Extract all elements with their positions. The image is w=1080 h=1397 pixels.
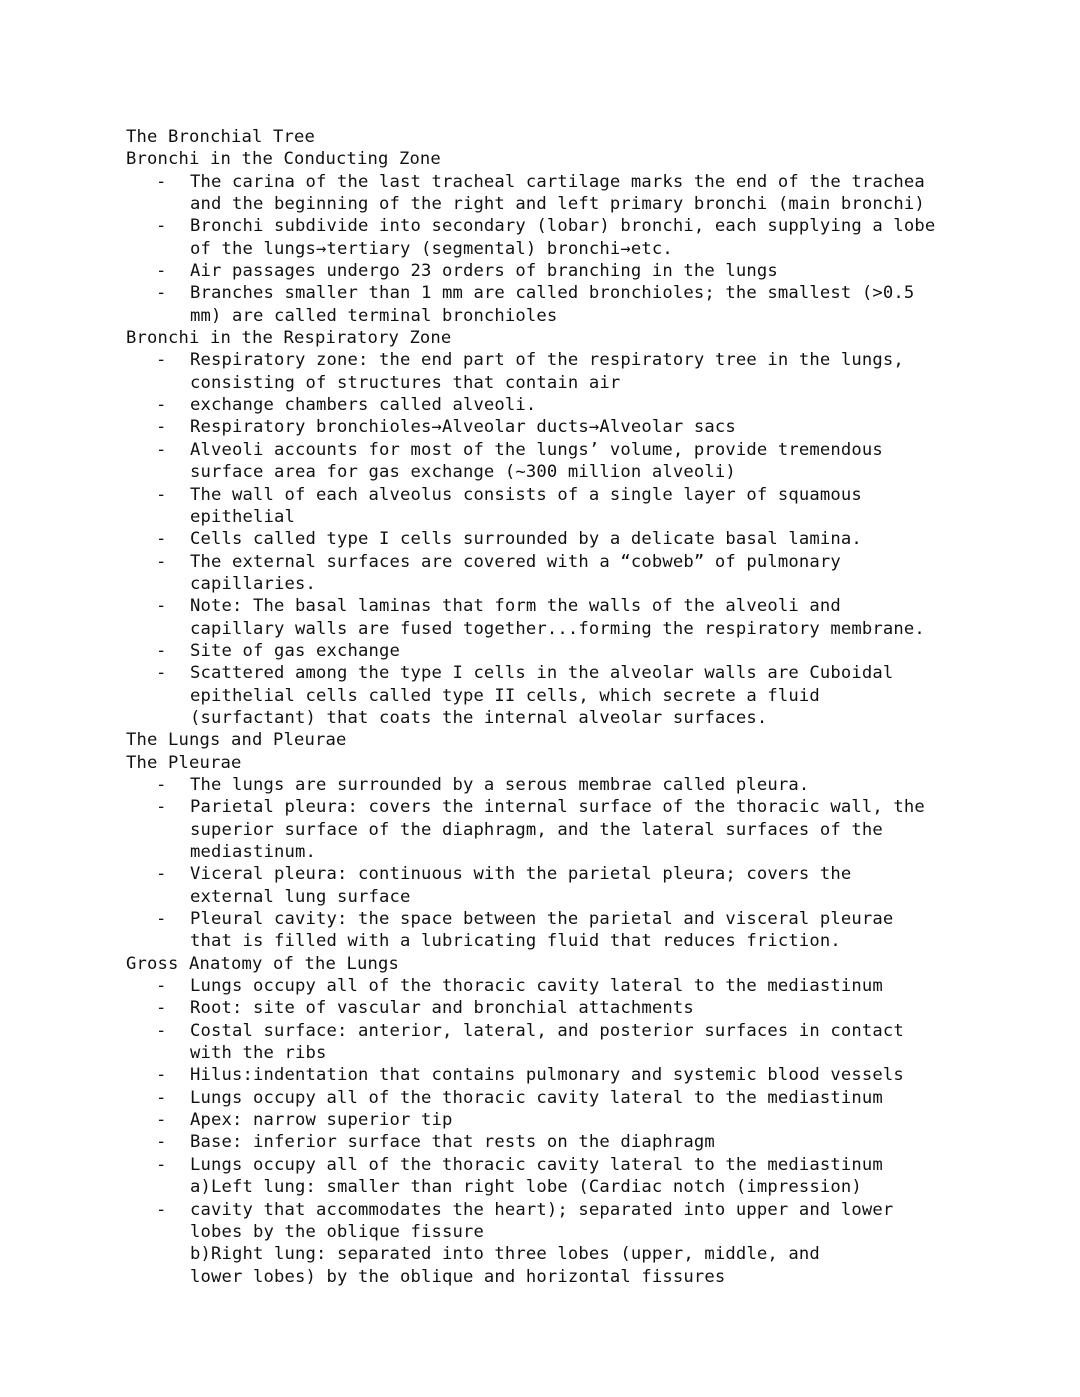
bullet-line: Lungs occupy all of the thoracic cavity lateral to the mediastinum: [190, 976, 883, 997]
bullet-line: Hilus:indentation that contains pulmonary and systemic blood vessels: [190, 1065, 904, 1086]
bullet-dash: -: [156, 1020, 167, 1041]
bullet-line: Lungs occupy all of the thoracic cavity lateral to the mediastinum: [190, 1154, 883, 1175]
bullet-dash: -: [156, 484, 167, 505]
bullet-line: Apex: narrow superior tip: [190, 1110, 453, 1131]
bullet-dash: -: [156, 261, 167, 282]
bullet-item: [126, 260, 1006, 282]
bullet-line: (surfactant) that coats the internal alveolar surfaces.: [190, 707, 768, 728]
bullet-dash: -: [156, 439, 167, 460]
bullet-item: [126, 908, 1006, 953]
heading-bronchial-tree: The Bronchial Tree: [126, 127, 315, 147]
bullet-line: The external surfaces are covered with a “cobweb” of pulmonary: [190, 551, 841, 572]
list-conducting-zone: [126, 171, 1006, 327]
bullet-line: Respiratory bronchioles→Alveolar ducts→Alveolar sacs: [190, 417, 736, 438]
bullet-line: Costal surface: anterior, lateral, and posterior surfaces in contact: [190, 1020, 904, 1041]
bullet-dash: -: [156, 1087, 167, 1108]
bullet-item: [126, 1064, 1006, 1086]
bullet-line: surface area for gas exchange (~300 million alveoli): [190, 462, 736, 483]
bullet-line: of the lungs→tertiary (segmental) bronchi→etc.: [190, 238, 673, 259]
bullet-line: and the beginning of the right and left primary bronchi (main bronchi): [190, 194, 925, 215]
bullet-line: Cells called type I cells surrounded by a delicate basal lamina.: [190, 529, 862, 550]
bullet-line: capillary walls are fused together...forming the respiratory membrane.: [190, 618, 925, 639]
bullet-item: [126, 349, 1006, 394]
bullet-line: with the ribs: [190, 1043, 327, 1064]
bullet-item: [126, 394, 1006, 416]
bullet-line: that is filled with a lubricating fluid that reduces friction.: [190, 931, 841, 952]
bullet-line: exchange chambers called alveoli.: [190, 395, 537, 416]
bullet-dash: -: [156, 663, 167, 684]
bullet-dash: -: [156, 774, 167, 795]
bullet-dash: -: [156, 216, 167, 237]
bullet-line: Air passages undergo 23 orders of branching in the lungs: [190, 261, 778, 282]
bullet-line: Bronchi subdivide into secondary (lobar) bronchi, each supplying a lobe: [190, 216, 936, 237]
bullet-line: Pleural cavity: the space between the parietal and visceral pleurae: [190, 909, 894, 930]
list-gross-anatomy: [126, 975, 1006, 1176]
bullet-dash: -: [156, 1132, 167, 1153]
bullet-item: [126, 215, 1006, 260]
bullet-item: [126, 1199, 1006, 1244]
bullet-line: epithelial cells called type II cells, which secrete a fluid: [190, 685, 820, 706]
bullet-line: capillaries.: [190, 573, 316, 594]
bullet-line: Branches smaller than 1 mm are called bronchioles; the smallest (>0.5: [190, 283, 915, 304]
bullet-line: superior surface of the diaphragm, and the lateral surfaces of the: [190, 819, 883, 840]
bullet-line: Site of gas exchange: [190, 640, 400, 661]
bullet-line: epithelial: [190, 506, 295, 527]
bullet-item: [126, 662, 1006, 729]
bullet-item: [126, 439, 1006, 484]
bullet-dash: -: [156, 1065, 167, 1086]
document-body: [126, 126, 1006, 1288]
bullet-item: [126, 1154, 1006, 1176]
bullet-item: [126, 484, 1006, 529]
bullet-dash: -: [156, 529, 167, 550]
bullet-dash: -: [156, 976, 167, 997]
bullet-item: [126, 528, 1006, 550]
bullet-line: Root: site of vascular and bronchial attachments: [190, 998, 694, 1019]
bullet-item: [126, 1109, 1006, 1131]
bullet-item: [126, 640, 1006, 662]
bullet-line: Base: inferior surface that rests on the diaphragm: [190, 1132, 715, 1153]
bullet-item: [126, 975, 1006, 997]
bullet-item: [126, 774, 1006, 796]
sub-item-right-lung: [126, 1243, 1006, 1288]
bullet-line: cavity that accommodates the heart); separated into upper and lower: [190, 1199, 894, 1220]
bullet-dash: -: [156, 1199, 167, 1220]
bullet-line: Viceral pleura: continuous with the parietal pleura; covers the: [190, 864, 852, 885]
bullet-dash: -: [156, 551, 167, 572]
bullet-item: [126, 551, 1006, 596]
list-pleurae: [126, 774, 1006, 953]
bullet-line: The lungs are surrounded by a serous membrae called pleura.: [190, 774, 810, 795]
bullet-item: [126, 997, 1006, 1019]
heading-conducting-zone: Bronchi in the Conducting Zone: [126, 149, 441, 170]
list-respiratory-zone: [126, 349, 1006, 729]
bullet-item: [126, 1020, 1006, 1065]
heading-lungs-pleurae: The Lungs and Pleurae: [126, 730, 347, 751]
bullet-dash: -: [156, 1110, 167, 1131]
heading-respiratory-zone: Bronchi in the Respiratory Zone: [126, 328, 452, 349]
sub-item-right-lung-line: b)Right lung: separated into three lobes (upper, middle, and: [190, 1244, 820, 1265]
heading-pleurae: The Pleurae: [126, 752, 242, 773]
bullet-dash: -: [156, 1154, 167, 1175]
bullet-line: Alveoli accounts for most of the lungs’ volume, provide tremendous: [190, 439, 883, 460]
bullet-dash: -: [156, 283, 167, 304]
bullet-dash: -: [156, 395, 167, 416]
bullet-line: mediastinum.: [190, 842, 316, 862]
bullet-line: The wall of each alveolus consists of a single layer of squamous: [190, 484, 862, 505]
bullet-line: Note: The basal laminas that form the walls of the alveoli and: [190, 596, 841, 617]
sub-item-right-lung-line: lower lobes) by the oblique and horizontal fissures: [190, 1266, 726, 1287]
bullet-line: consisting of structures that contain air: [190, 372, 621, 393]
bullet-line: external lung surface: [190, 886, 411, 907]
bullet-line: Parietal pleura: covers the internal surface of the thoracic wall, the: [190, 797, 925, 818]
bullet-dash: -: [156, 864, 167, 885]
bullet-dash: -: [156, 909, 167, 930]
bullet-dash: -: [156, 640, 167, 661]
bullet-item: [126, 282, 1006, 327]
bullet-line: Respiratory zone: the end part of the respiratory tree in the lungs,: [190, 350, 904, 371]
bullet-item: [126, 171, 1006, 216]
bullet-dash: -: [156, 797, 167, 818]
bullet-item: [126, 595, 1006, 640]
bullet-item: [126, 863, 1006, 908]
bullet-line: The carina of the last tracheal cartilage marks the end of the trachea: [190, 171, 925, 192]
bullet-dash: -: [156, 417, 167, 438]
bullet-item: [126, 1131, 1006, 1153]
bullet-dash: -: [156, 998, 167, 1019]
bullet-item: [126, 416, 1006, 438]
bullet-line: lobes by the oblique fissure: [190, 1221, 484, 1242]
bullet-dash: -: [156, 596, 167, 617]
bullet-line: Scattered among the type I cells in the alveolar walls are Cuboidal: [190, 663, 894, 684]
bullet-dash: -: [156, 171, 167, 192]
sub-item-left-lung: a)Left lung: smaller than right lobe (Cardiac notch (impression): [190, 1177, 862, 1198]
bullet-line: mm) are called terminal bronchioles: [190, 305, 558, 326]
bullet-item: [126, 796, 1006, 863]
bullet-item: [126, 1087, 1006, 1109]
bullet-line: Lungs occupy all of the thoracic cavity lateral to the mediastinum: [190, 1087, 883, 1108]
heading-gross-anatomy: Gross Anatomy of the Lungs: [126, 953, 399, 974]
bullet-dash: -: [156, 350, 167, 371]
list-gross-anatomy-tail: [126, 1199, 1006, 1244]
